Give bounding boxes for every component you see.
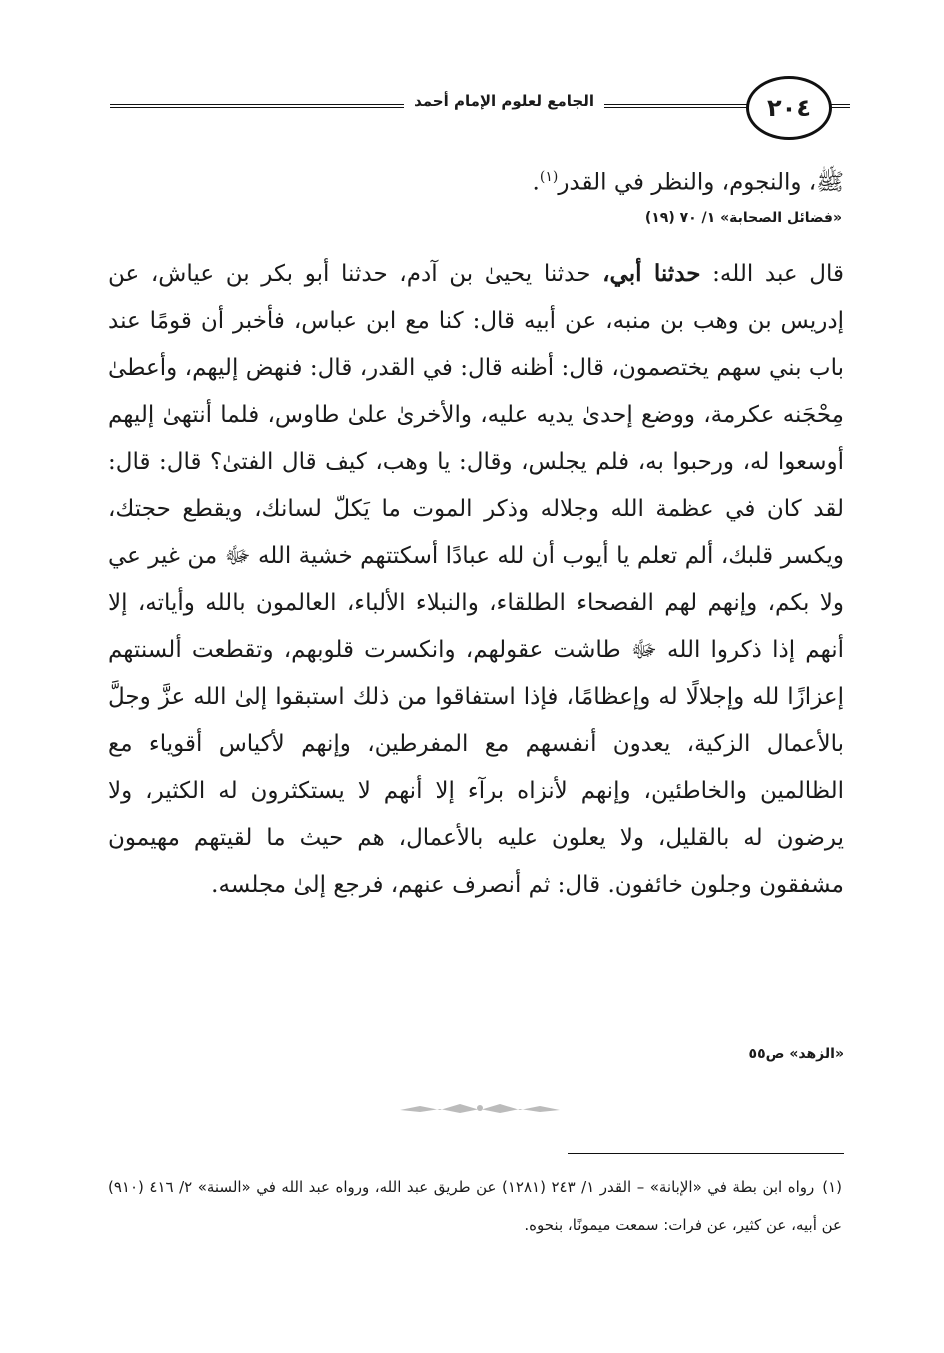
source-citation-2: «الزهد» ص٥٥ [748, 1046, 844, 1062]
page-number: ٢٠٤ [746, 76, 832, 140]
source-citation-1: «فضائل الصحابة» ١/ ٧٠ (١٩) [644, 210, 842, 226]
footnote-rule [568, 1153, 844, 1154]
narration-paragraph [108, 250, 844, 909]
page-header [110, 76, 850, 136]
intro-text: ﷺ، والنجوم، والنظر في القدر [558, 169, 844, 196]
section-divider-ornament [390, 1098, 570, 1118]
narration-bold: حدثنا أبي، [602, 260, 701, 287]
narration-body: حدثنا يحيىٰ بن آدم، حدثنا أبو بكر بن عياش، عن إدريس بن وهب بن منبه، عن أبيه قال: كنا مع ابن عباس، فأخبر أن قومًا عند باب بني سهم يختصمون، قال: أظنه قال: في القدر، قال: فنهض إليهم، وأعطىٰ مِحْجَنه عكرمة، ووضع إحدىٰ يديه عليه، والأخرىٰ علىٰ طاوس، فلما أنتهىٰ إليهم أوسعوا له، ورحبوا به، فلم يجلس، وقال: يا وهب، كيف قال الفتىٰ؟ قال: قال: لقد كان في عظمة الله وجلاله وذكر الموت ما يَكلّ لسانك، ويقطع حجتك، ويكسر قلبك، ألم تعلم يا أيوب أن لله عبادًا أسكتتهم خشية الله ﷻ من غير عي ولا بكم، وإنهم لهم الفصحاء الطلقاء، والنبلاء الألباء، العالمون بالله وأياته، إلا أنهم إذا ذكروا الله ﷻ طاشت عقولهم، وانكسرت قلوبهم، وتقطعت ألسنتهم إعزازًا لله وإجلالًا له وإعظامًا، فإذا استفاقوا من ذلك استبقوا إلىٰ الله عزَّ وجلَّ بالأعمال الزكية، يعدون أنفسهم مع المفرطين، وإنهم لأكياس أقوياء مع الظالمين والخاطئين، وإنهم لأنزاه برآء إلا أنهم لا يستكثرون له الكثير، ولا يرضون له بالقليل، ولا يعلون عليه بالأعمال، هم حيث ما لقيتهم مهيمون مشفقون وجلون خائفون. قال: ثم أنصرف عنهم، فرجع إلىٰ مجلسه. [108, 261, 844, 898]
narration-lead: قال عبد الله: [700, 261, 844, 287]
intro-line [108, 155, 844, 205]
footnote-text: رواه ابن بطة في «الإبانة» – القدر ١/ ٢٤٣ (١٢٨١) عن طريق عبد الله، ورواه عبد الله في «السنة» ٢/ ٤١٦ (٩١٠) عن أبيه، عن كثير، عن فرات: سمعت ميمونًا، بنحوه. [108, 1178, 842, 1234]
footnote-reference: (١) [539, 169, 559, 185]
running-title: الجامع لعلوم الإمام أحمد [404, 92, 604, 110]
footnote [108, 1168, 842, 1244]
intro-end: . [532, 169, 540, 196]
footnote-marker: (١) [822, 1178, 843, 1196]
